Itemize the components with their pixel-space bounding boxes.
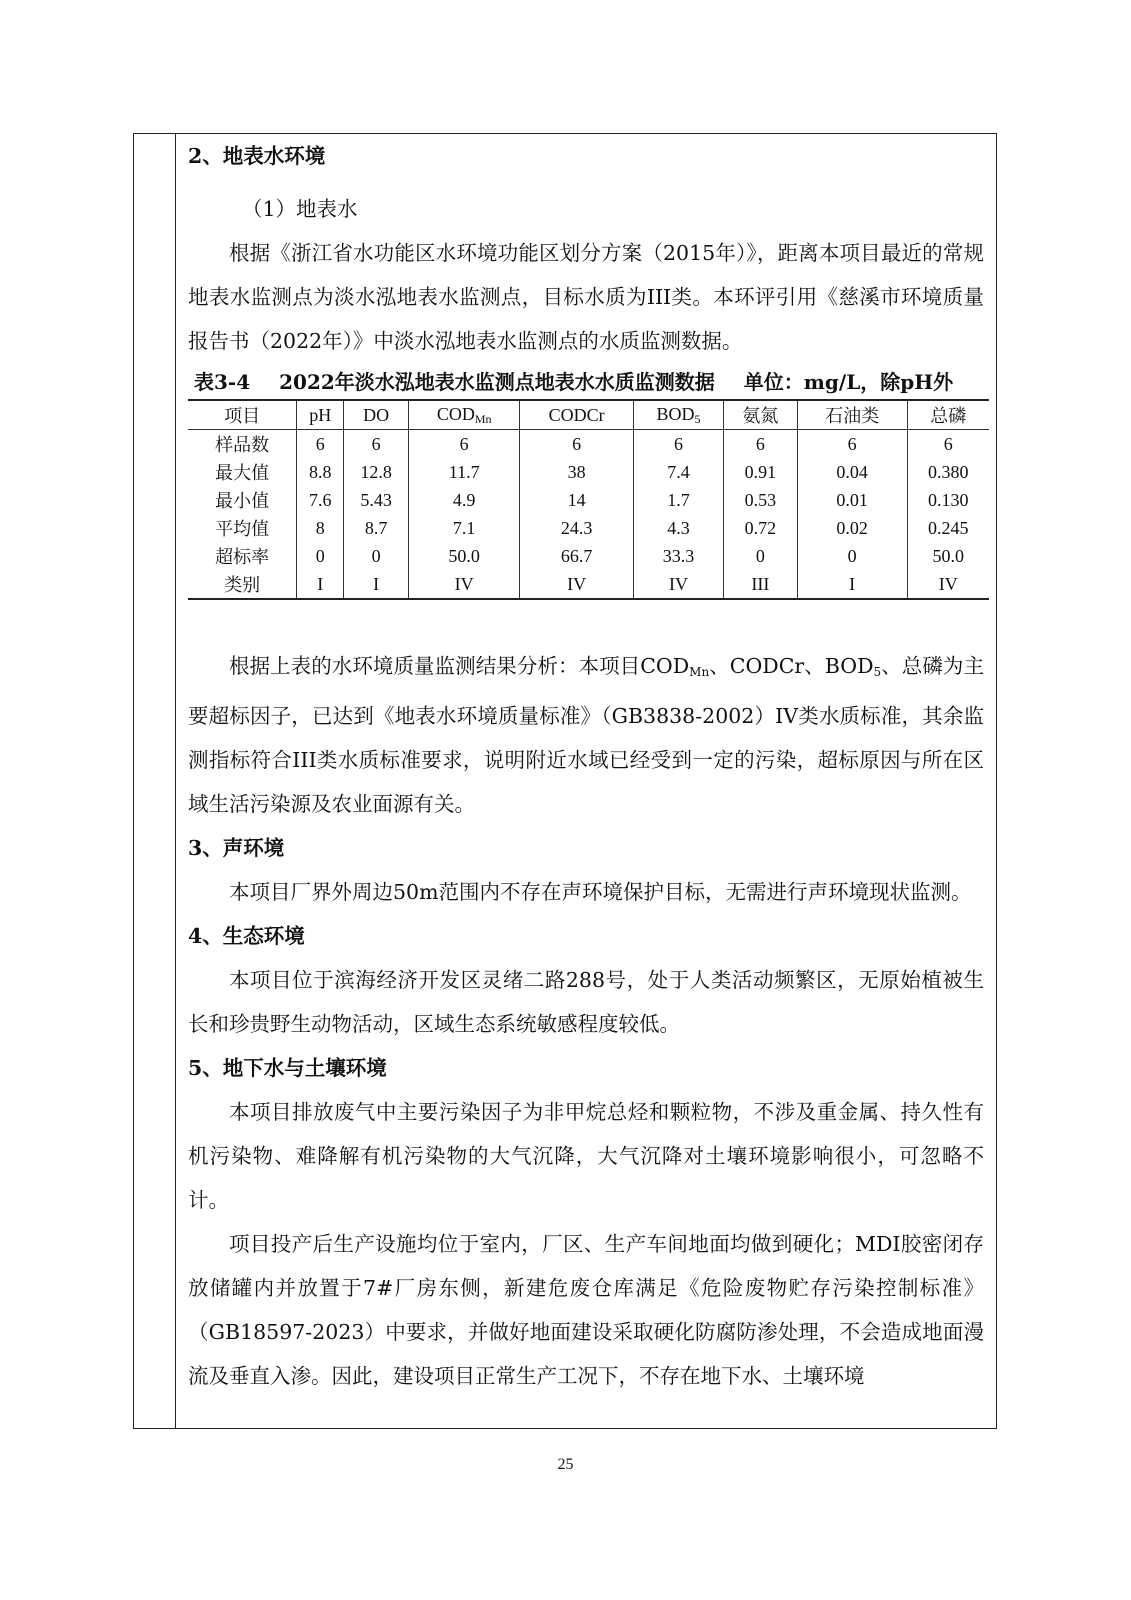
- table-cell: 0.04: [797, 458, 907, 486]
- row-label: 平均值: [215, 519, 270, 539]
- section-2-heading: 2、地表水环境: [188, 144, 326, 168]
- table-cell: 4.3: [634, 514, 724, 542]
- table-cell: 0.245: [907, 514, 989, 542]
- table-cell: 6: [797, 430, 907, 459]
- table-cell: 50.0: [409, 542, 520, 570]
- section-4-heading: 4、生态环境: [188, 924, 305, 948]
- table-row: [188, 570, 989, 599]
- content-area: [176, 134, 996, 1428]
- header-do: DO: [344, 400, 409, 430]
- row-label: 样品数: [215, 435, 270, 455]
- table-cell: 7.4: [634, 458, 724, 486]
- table-cell: 8.7: [344, 514, 409, 542]
- section-5-paragraph-1: 本项目排放废气中主要污染因子为非甲烷总烃和颗粒物，不涉及重金属、持久性有机污染物、难降解有机污染物的大气沉降，大气沉降对土壤环境影响很小，可忽略不计。: [188, 1100, 984, 1212]
- section-5-heading: 5、地下水与土壤环境: [188, 1056, 387, 1080]
- table-cell: 8: [297, 514, 344, 542]
- table-cell: 6: [723, 430, 797, 459]
- table-cell: I: [344, 570, 409, 599]
- table-row: [188, 486, 989, 514]
- table-row: [188, 430, 989, 459]
- table-cell: 4.9: [409, 486, 520, 514]
- table-cell: 8.8: [297, 458, 344, 486]
- table-cell: 0.53: [723, 486, 797, 514]
- table-cell: 14: [520, 486, 634, 514]
- table-cell: 0.380: [907, 458, 989, 486]
- table-cell: 6: [297, 430, 344, 459]
- row-label: 超标率: [215, 547, 270, 567]
- table-cell: 6: [409, 430, 520, 459]
- table-cell: 0: [297, 542, 344, 570]
- table-cell: 1.7: [634, 486, 724, 514]
- section-5-paragraph-2: 项目投产后生产设施均位于室内，厂区、生产车间地面均做到硬化；MDI胶密闭存放储罐内并放置于7#厂房东侧，新建危废仓库满足《危险废物贮存污染控制标准》（GB18597-2023）中要求，并做好地面建设采取硬化防腐防渗处理，不会造成地面漫流及垂直入渗。因此，建设项目正常生产工况下，不存在地下水、土壤环境: [188, 1232, 984, 1388]
- section-2-paragraph-1: 根据《浙江省水功能区水环境功能区划分方案（2015年）》，距离本项目最近的常规地表水监测点为淡水泓地表水监测点，目标水质为III类。本环评引用《慈溪市环境质量报告书（2022年）》中淡水泓地表水监测点的水质监测数据。: [188, 241, 984, 353]
- header-ammonia-nitrogen: 氨氮: [723, 400, 797, 430]
- table-cell: 0.72: [723, 514, 797, 542]
- section-3-heading: 3、声环境: [188, 836, 285, 860]
- table-cell: 6: [344, 430, 409, 459]
- table-unit: 单位：mg/L，除pH外: [743, 370, 954, 394]
- table-cell: 6: [520, 430, 634, 459]
- row-label: 最小值: [215, 491, 270, 511]
- table-cell: I: [297, 570, 344, 599]
- table-body: [188, 430, 989, 600]
- table-cell: 12.8: [344, 458, 409, 486]
- table-cell: 0: [344, 542, 409, 570]
- section-4-paragraph: 本项目位于滨海经济开发区灵绪二路288号，处于人类活动频繁区，无原始植被生长和珍贵野生动物活动，区域生态系统敏感程度较低。: [188, 968, 984, 1036]
- table-cell: 7.6: [297, 486, 344, 514]
- table-cell: 66.7: [520, 542, 634, 570]
- section-3-paragraph: 本项目厂界外周边50m范围内不存在声环境保护目标，无需进行声环境现状监测。: [229, 880, 972, 904]
- header-codmn: $COD_{Mn}$: [409, 400, 520, 430]
- table-caption: [194, 367, 984, 397]
- table-cell: 33.3: [634, 542, 724, 570]
- table-cell: 24.3: [520, 514, 634, 542]
- header-item: 项目: [188, 400, 297, 430]
- section-2-subheading: （1）地表水: [242, 197, 358, 221]
- table-cell: 5.43: [344, 486, 409, 514]
- table-cell: 6: [634, 430, 724, 459]
- table-row: [188, 542, 989, 570]
- table-cell: 38: [520, 458, 634, 486]
- table-cell: 7.1: [409, 514, 520, 542]
- table-cell: 11.7: [409, 458, 520, 486]
- header-ph: pH: [297, 400, 344, 430]
- header-petroleum: 石油类: [797, 400, 907, 430]
- header-codcr: CODCr: [520, 400, 634, 430]
- table-cell: IV: [907, 570, 989, 599]
- page-number: 25: [557, 1456, 574, 1473]
- table-cell: 50.0: [907, 542, 989, 570]
- table-cell: IV: [520, 570, 634, 599]
- table-cell: III: [723, 570, 797, 599]
- section-2-paragraph-2: 根据上表的水环境质量监测结果分析：本项目$COD_{Mn}$、CODCr、$BOD_5$、总磷为主要超标因子，已达到《地表水环境质量标准》（GB3838-2002）IV类水质标准，其余监测指标符合III类水质标准要求，说明附近水域已经受到一定的污染，超标原因与所在区域生活污染源及农业面源有关。: [188, 654, 984, 816]
- table-cell: I: [797, 570, 907, 599]
- table-cell: IV: [409, 570, 520, 599]
- water-quality-table: [188, 399, 989, 600]
- row-label: 类别: [188, 570, 297, 599]
- table-number: 表3-4: [194, 370, 251, 394]
- table-cell: 0: [723, 542, 797, 570]
- table-cell: 0.91: [723, 458, 797, 486]
- table-row: [188, 458, 989, 486]
- table-row: [188, 514, 989, 542]
- header-bod5: $BOD_5$: [634, 400, 724, 430]
- left-label-column: [134, 134, 176, 1428]
- table-cell: 6: [907, 430, 989, 459]
- table-header-row: [188, 400, 989, 430]
- table-cell: 0: [797, 542, 907, 570]
- table-cell: 0.02: [797, 514, 907, 542]
- row-label: 最大值: [215, 463, 270, 483]
- table-cell: IV: [634, 570, 724, 599]
- header-total-phosphorus: 总磷: [907, 400, 989, 430]
- document-frame: [133, 133, 997, 1429]
- table-cell: 0.130: [907, 486, 989, 514]
- table-cell: 0.01: [797, 486, 907, 514]
- table-title: 2022年淡水泓地表水监测点地表水水质监测数据: [279, 370, 715, 394]
